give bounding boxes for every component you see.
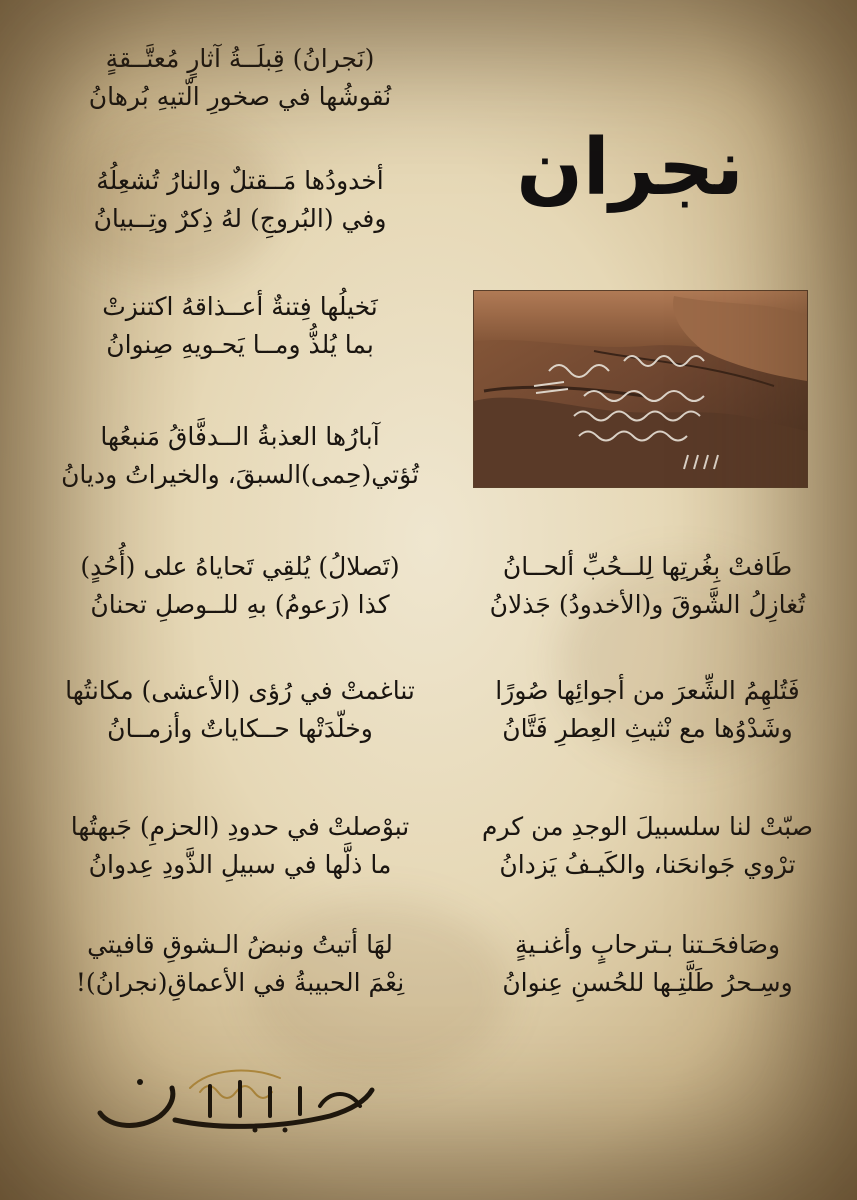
- hemistich: تُؤتي(حِمى)السبقَ، والخيراتُ وديانُ: [61, 460, 419, 489]
- hemistich: كذا (رَعومُ) بهِ للــوصلِ تحنانُ: [90, 590, 390, 619]
- verse-left-7: [30, 808, 450, 884]
- hemistich: تناغمتْ في رُؤى (الأعشى) مكانتُها: [65, 676, 415, 705]
- hemistich: نَخيلُها فِتنةٌ أعــذاقهُ اكتنزتْ: [102, 292, 378, 321]
- hemistich: بما يُلذُّ ومــا يَحـويهِ صِنوانُ: [106, 330, 374, 359]
- verse-left-8: [30, 926, 450, 1002]
- hemistich: وصَافحَـتنا بـترحابٍ وأغنـيةٍ: [514, 930, 781, 959]
- hemistich: (تَصلالُ) يُلقِي تَحاياهُ على (أُحُدٍ): [80, 552, 400, 581]
- hemistich: وخلّدَتْها حــكاياتٌ وأزمــانُ: [107, 714, 373, 743]
- hemistich: طَافتْ بِغُرتِها لِلــحُبِّ ألحــانُ: [502, 552, 793, 581]
- hemistich: نِعْمَ الحبيبةُ في الأعماقِ(نجرانُ)!: [75, 968, 405, 997]
- calligraphy-signature: [80, 1058, 390, 1138]
- hemistich: وسِـحرُ طَلَّتِـها للحُسنِ عِنوانُ: [502, 968, 793, 997]
- hemistich: ما ذلَّها في سبيلِ الذَّودِ عِدوانُ: [88, 850, 392, 879]
- poem-title: نجران: [516, 123, 744, 213]
- hemistich: وشَدْوُها مع نْثيثِ العِطرِ فَتَّانُ: [502, 714, 793, 743]
- hemistich: صبّتْ لنا سلسبيلَ الوجدِ من كرم: [481, 812, 814, 841]
- verse-left-2: [30, 162, 450, 238]
- verse-left-4: [30, 418, 450, 494]
- rock-inscription-photo: [473, 290, 808, 488]
- hemistich: تُغازِلُ الشَّوقَ و(الأخدودُ) جَذلانُ: [489, 590, 806, 619]
- hemistich: (نَجرانُ) قِبلَــةُ آثارٍ مُعتَّــقةٍ: [105, 44, 375, 73]
- hemistich: نُقوشُها في صخورِ الّتيهِ بُرهانُ: [88, 82, 392, 111]
- verse-right-4: [455, 926, 840, 1002]
- hemistich: ترْوي جَوانحَنا، والكَيـفُ يَزدانُ: [499, 850, 796, 879]
- hemistich: فَتُلهِمُ الشِّعرَ من أجوائِها صُورًا: [495, 676, 800, 705]
- verse-left-1: [30, 40, 450, 116]
- hemistich: لهَا أتيتُ ونبضُ الـشوقِ قافيتي: [87, 930, 393, 959]
- hemistich: وفي (البُروجِ) لهُ ذِكرٌ وتِــبيانُ: [93, 204, 387, 233]
- hemistich: تبوْصلتْ في حدودِ (الحزمِ) جَبهتُها: [70, 812, 410, 841]
- hemistich: آبارُها العذبةُ الــدفَّاقُ مَنبعُها: [100, 422, 380, 451]
- hemistich: أخدودُها مَــقتلٌ والنارُ تُشعِلُهُ: [96, 166, 384, 195]
- verse-left-5: [30, 548, 450, 624]
- verse-right-3: [455, 808, 840, 884]
- verse-left-6: [30, 672, 450, 748]
- verse-left-3: [30, 288, 450, 364]
- verse-right-2: [455, 672, 840, 748]
- verse-right-1: [455, 548, 840, 624]
